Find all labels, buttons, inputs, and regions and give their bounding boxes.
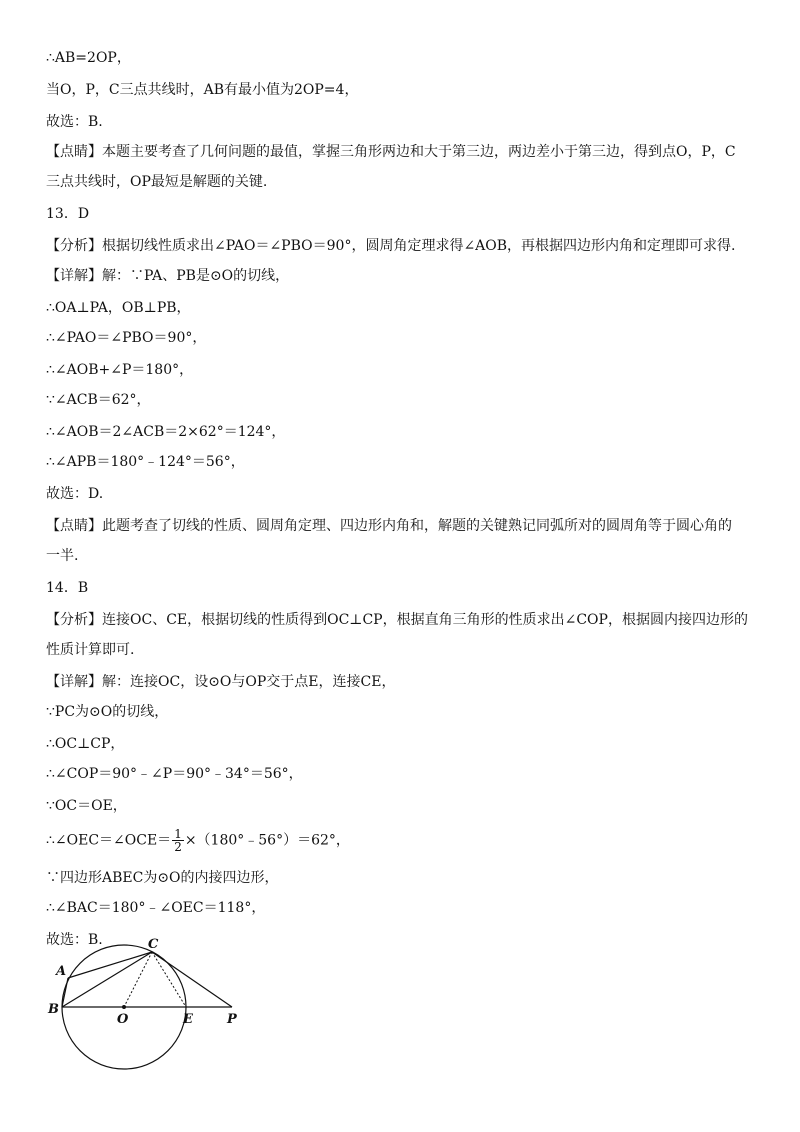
line-1: ∴AB=2OP，: [46, 50, 131, 66]
line-11: ∴∠AOB+∠P＝180°，: [46, 362, 194, 378]
geometry-figure: [44, 935, 254, 1070]
line-14: ∴∠APB＝180°﹣124°＝56°，: [46, 454, 245, 470]
fraction-suffix: ×（180°﹣56°）＝62°，: [184, 832, 350, 849]
line-16: 【点睛】此题考查了切线的性质、圆周角定理、四边形内角和，解题的关键熟记同弧所对的圆周角等于圆心角的: [46, 518, 732, 534]
line-2: 当O，P，C三点共线时，AB有最小值为2OP=4，: [46, 82, 359, 98]
line-18: 14．B: [46, 580, 89, 596]
line-7: 【分析】根据切线性质求出∠PAO＝∠PBO＝90°，圆周角定理求得∠AOB，再根据四边形内角和定理即可求得.: [46, 238, 736, 254]
line-15: 故选：D.: [46, 486, 104, 502]
line-13: ∴∠AOB＝2∠ACB＝2×62°＝124°，: [46, 424, 286, 440]
line-9: ∴OA⊥PA，OB⊥PB，: [46, 300, 191, 316]
line-6: 13．D: [46, 206, 90, 222]
line-12: ∵∠ACB＝62°，: [46, 392, 151, 408]
line-4: 【点睛】本题主要考查了几何问题的最值，掌握三角形两边和大于第三边，两边差小于第三边，得到点O，P，C: [46, 144, 736, 160]
label-a: A: [56, 964, 67, 979]
segment-ce-dotted: [152, 952, 186, 1007]
label-o: O: [117, 1012, 129, 1027]
line-24: ∴∠COP＝90°﹣∠P＝90°﹣34°＝56°，: [46, 766, 303, 782]
line-8: 【详解】解：∵PA、PB是⊙O的切线，: [46, 268, 290, 284]
line-23: ∴OC⊥CP，: [46, 736, 125, 752]
fraction: [172, 828, 184, 853]
line-5: 三点共线时，OP最短是解题的关键.: [46, 174, 268, 190]
line-27: ∵四边形ABEC为⊙O的内接四边形，: [46, 870, 279, 886]
fraction-line: [46, 828, 350, 853]
line-19: 【分析】连接OC、CE，根据切线的性质得到OC⊥CP，根据直角三角形的性质求出∠COP，根据圆内接四边形的: [46, 612, 748, 628]
segment-ab: [62, 978, 68, 1007]
label-c: C: [148, 937, 159, 952]
fraction-denominator: 2: [174, 840, 182, 854]
center-point-o: [122, 1005, 126, 1009]
label-e: E: [183, 1012, 193, 1027]
fraction-prefix: ∴∠OEC＝∠OCE＝: [46, 832, 172, 849]
line-10: ∴∠PAO＝∠PBO＝90°，: [46, 330, 207, 346]
line-25: ∵OC＝OE，: [46, 798, 127, 814]
line-17: 一半.: [46, 548, 79, 564]
line-29: 故选：B.: [46, 932, 103, 948]
line-28: ∴∠BAC＝180°﹣∠OEC＝118°，: [46, 900, 266, 916]
line-20: 性质计算即可.: [46, 642, 135, 658]
fraction-numerator: 1: [174, 827, 182, 841]
label-b: B: [48, 1002, 59, 1017]
line-3: 故选：B.: [46, 114, 103, 130]
segment-cb: [62, 952, 152, 1007]
line-21: 【详解】解：连接OC，设⊙O与OP交于点E，连接CE，: [46, 674, 396, 690]
label-p: P: [227, 1012, 237, 1027]
line-22: ∵PC为⊙O的切线，: [46, 704, 169, 720]
segment-cp: [152, 952, 232, 1007]
segment-ca: [68, 952, 152, 978]
